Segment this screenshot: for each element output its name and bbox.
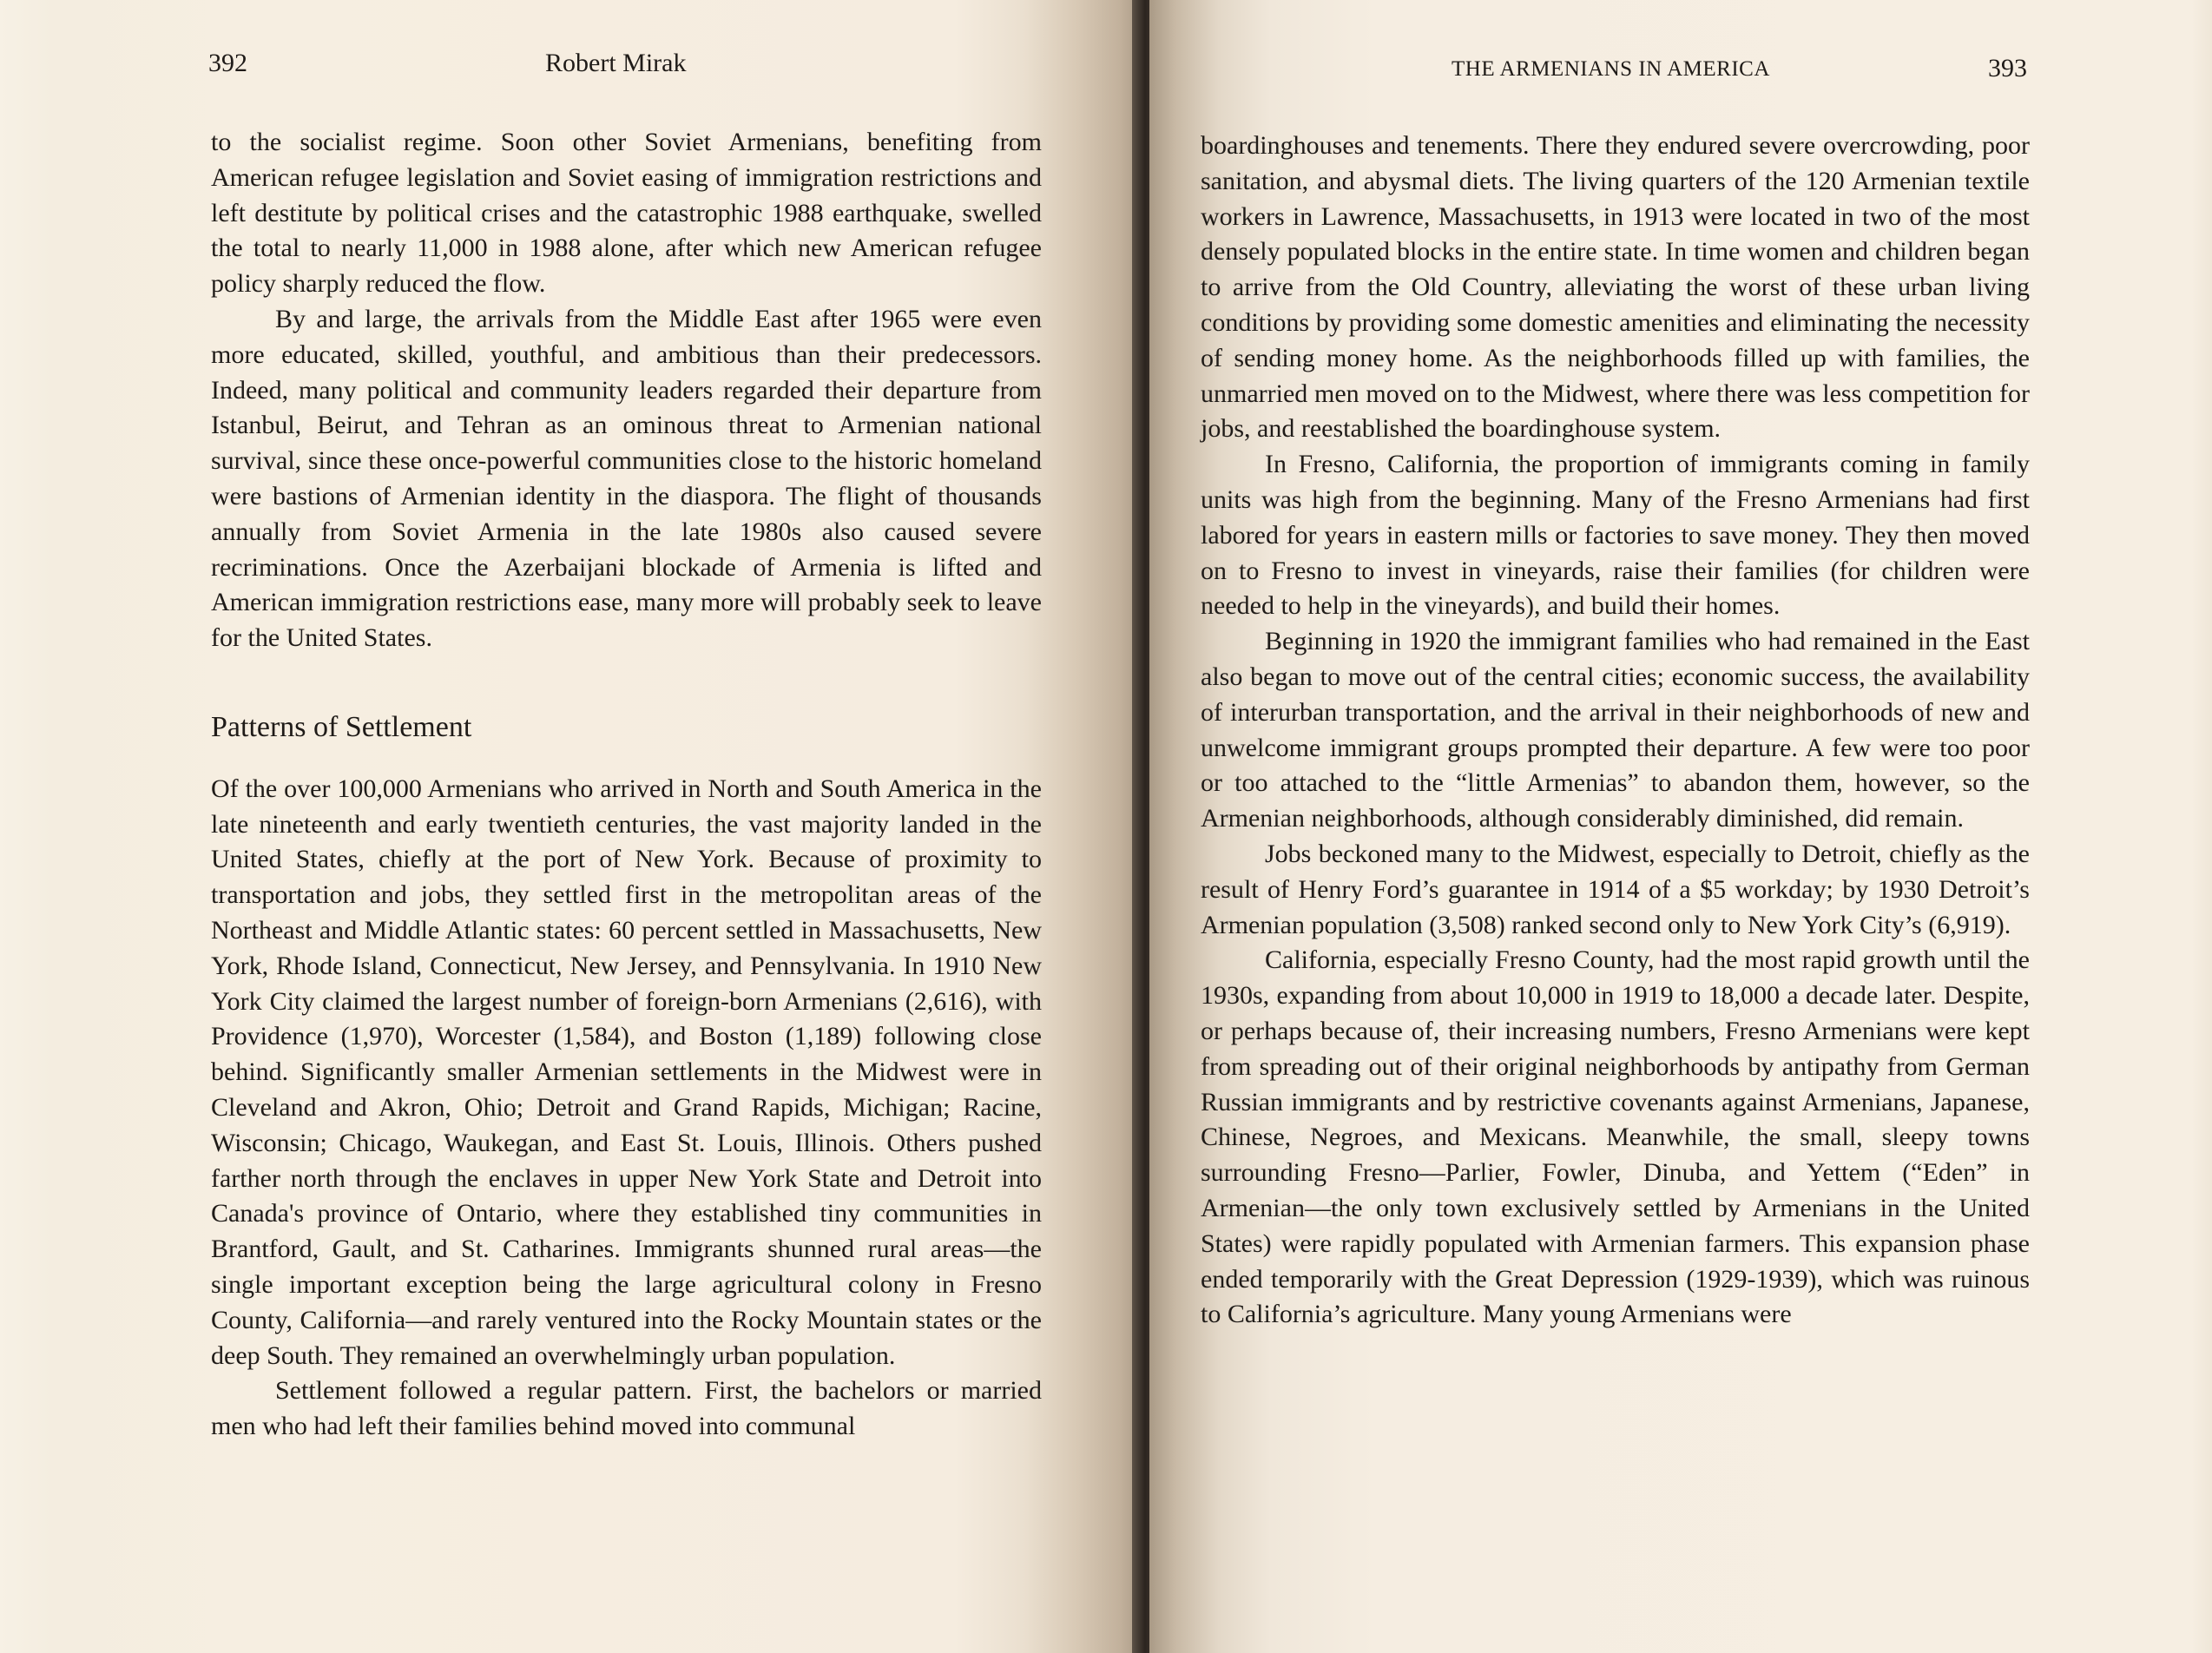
paragraph: California, especially Fresno County, had the most rapid growth until the 1930s, expanding from about 10,000 in 1919 to 18,000 a decade later. Despite, or perhaps because of, their increasing numbers, Fresno Armenians were kept from spreading out of their original neighborhoods by antipathy from German Russian immigrants and by restrictive covenants against Armenians, Japanese, Chinese, Negroes, and Mexicans. Meanwhile, the small, sleepy towns surrounding Fresno—Parlier, Fowler, Dinuba, and Yettem (“Eden” in Armenian—the only town exclusively settled by Armenians in the United States) were rapidly populated with Armenian farmers. This expansion phase ended temporarily with the Great Depression (1929-1939), which was ruinous to California’s agriculture. Many young Armenians were — [1201, 945, 2030, 1329]
page-number: 393 — [1988, 54, 2027, 82]
paragraph: to the socialist regime. Soon other Soviet Armenians, benefiting from American refugee legislation and Soviet easing of immigration restrictions and left destitute by political crises and the catastrophic 1988 earthquake, swelled the total to nearly 11,000 in 1988 alone, after which new American refugee policy sharply reduced the flow. — [211, 128, 1042, 299]
left-page-body — [211, 125, 1042, 1445]
running-head-title: THE ARMENIANS IN AMERICA — [1452, 57, 1770, 81]
paragraph: Jobs beckoned many to the Midwest, especially to Detroit, chiefly as the result of Henry Ford’s guarantee in 1914 of a $5 workday; by 1930 Detroit’s Armenian population (3,508) ranked second only to New York City’s (6,919). — [1201, 839, 2030, 939]
paragraph: Beginning in 1920 the immigrant families who had remained in the East also began to move out of the central cities; economic success, the availability of interurban transportation, and the arrival in their neighborhoods of new and unwelcome immigrant groups prompted their departure. A few were too poor or too attached to the “little Armenias” to abandon them, however, so the Armenian neighborhoods, although considerably diminished, did remain. — [1201, 627, 2030, 833]
running-head-author: Robert Mirak — [545, 49, 687, 77]
page-number: 392 — [208, 49, 247, 77]
paragraph: In Fresno, California, the proportion of immigrants coming in family units was high from the beginning. Many of the Fresno Armenians had first labored for years in eastern mills or factories to save money. They then moved on to Fresno to invest in vineyards, raise their families (for children were needed to help in the vineyards), and build their homes. — [1201, 450, 2030, 621]
paragraph: Settlement followed a regular pattern. First, the bachelors or married men who had left their families behind moved into communal — [211, 1376, 1042, 1441]
paragraph: By and large, the arrivals from the Middle East after 1965 were even more educated, skilled, youthful, and ambitious than their predecessors. Indeed, many political and community leaders regarded their departure from Istanbul, Beirut, and Tehran as an ominous threat to Armenian national survival, since these once-powerful communities close to the historic homeland were bastions of Armenian identity in the diaspora. The flight of thousands annually from Soviet Armenia in the late 1980s also caused severe recriminations. Once the Azerbaijani blockade of Armenia is lifted and American immigration restrictions ease, many more will probably seek to leave for the United States. — [211, 304, 1042, 653]
paragraph: Of the over 100,000 Armenians who arrived in North and South America in the late nineteenth and early twentieth centuries, the vast majority landed in the United States, chiefly at the port of New York. Because of proximity to transportation and jobs, they settled first in the metropolitan areas of the Northeast and Middle Atlantic states: 60 percent settled in Massachusetts, New York, Rhode Island, Connecticut, New Jersey, and Pennsylvania. In 1910 New York City claimed the largest number of foreign-born Armenians (2,616), with Providence (1,970), Worcester (1,584), and Boston (1,189) following close behind. Significantly smaller Armenian settlements in the Midwest were in Cleveland and Akron, Ohio; Detroit and Grand Rapids, Michigan; Racine, Wisconsin; Chicago, Waukegan, and East St. Louis, Illinois. Others pushed farther north through the enclaves in upper New York State and Detroit into Canada's province of Ontario, where they established tiny communities in Brantford, Gault, and St. Catharines. Immigrants shunned rural areas—the single important exception being the large agricultural colony in Fresno County, California—and rarely ventured into the Rocky Mountain states or the deep South. They remained an overwhelmingly urban population. — [211, 774, 1042, 1370]
right-page-body — [1201, 128, 2030, 1333]
paragraph: boardinghouses and tenements. There they endured severe overcrowding, poor sanitation, and abysmal diets. The living quarters of the 120 Armenian textile workers in Lawrence, Massachusetts, in 1913 were located in two of the most densely populated blocks in the entire state. In time women and children began to arrive from the Old Country, alleviating the worst of these urban living conditions by providing some domestic amenities and eliminating the necessity of sending money home. As the neighborhoods filled up with families, the unmarried men moved on to the Midwest, where there was less competition for jobs, and reestablished the boardinghouse system. — [1201, 131, 2030, 444]
section-heading: Patterns of Settlement — [211, 710, 472, 743]
